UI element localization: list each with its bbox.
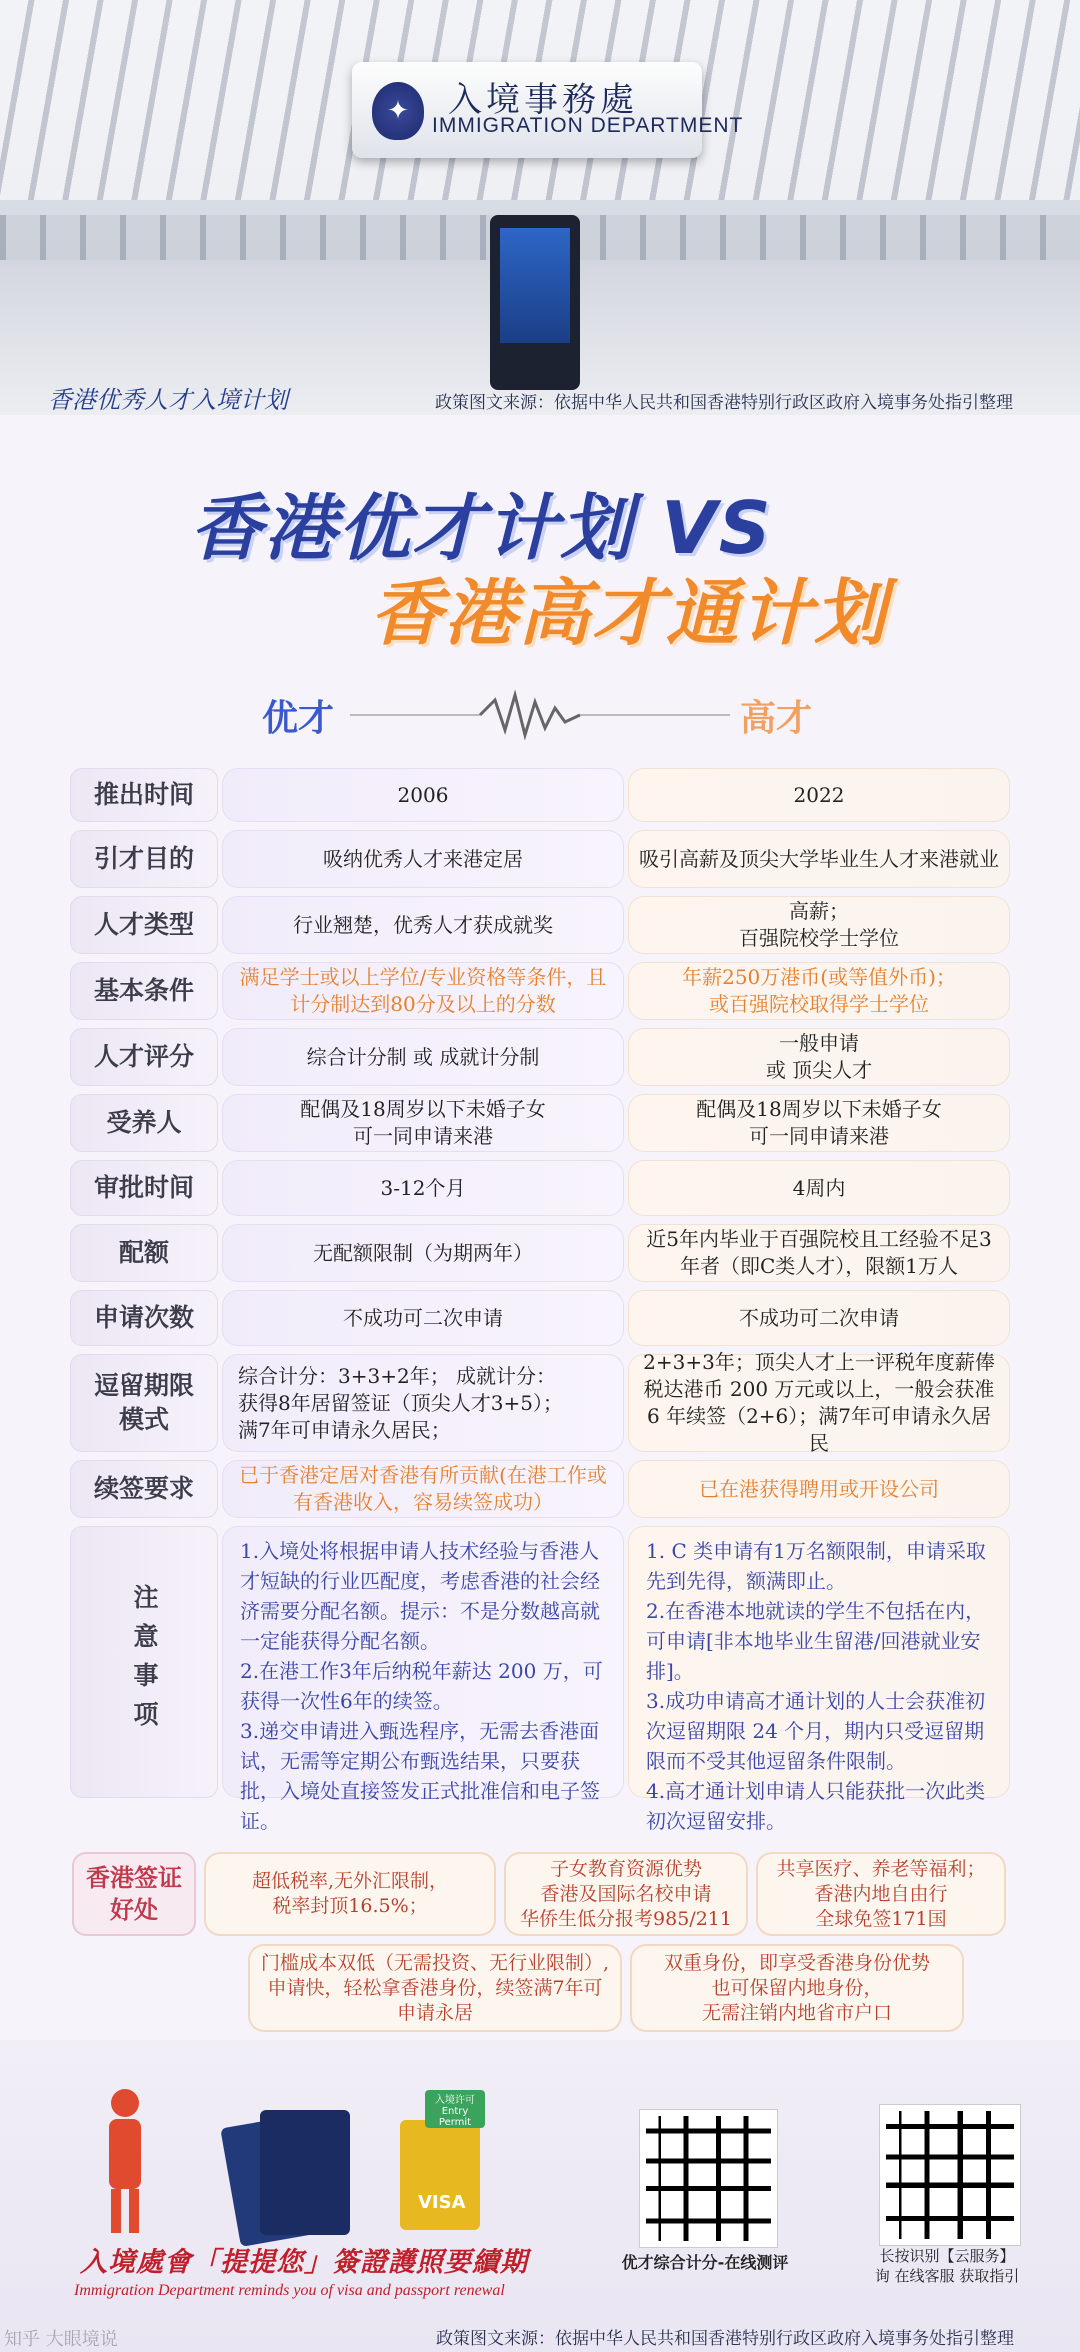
benefit-item: 超低税率,无外汇限制， 税率封顶16.5%； [204,1852,496,1936]
row-label: 逗留期限 模式 [70,1354,218,1452]
hero-caption: 香港优秀人才入境计划 [48,388,288,414]
benefit-item: 子女教育资源优势 香港及国际名校申请 华侨生低分报考985/211 [504,1852,748,1936]
cell-youcai: 满足学士或以上学位/专业资格等条件，且计分制达到80分及以上的分数 [222,962,624,1020]
cell-gaocai: 不成功可二次申请 [628,1290,1010,1346]
table-row [70,1094,1010,1152]
cell-gaocai: 吸引高薪及顶尖大学毕业生人才来港就业 [628,830,1010,888]
watermark: 知乎 大眼境说 [4,2329,118,2350]
benefits-label: 香港签证 好处 [72,1852,196,1936]
cell-gaocai: 配偶及18周岁以下未婚子女 可一同申请来港 [628,1094,1010,1152]
label-gaocai: 高才 [740,698,813,739]
cell-youcai: 不成功可二次申请 [222,1290,624,1346]
cell-gaocai: 高薪； 百强院校学士学位 [628,896,1010,954]
row-label: 续签要求 [70,1460,218,1518]
row-label: 配额 [70,1224,218,1282]
officer-icon [95,2085,155,2235]
visa-text: VISA [418,2192,466,2213]
emblem-icon: ✦ [372,82,424,140]
cell-youcai: 吸纳优秀人才来港定居 [222,830,624,888]
qr-caption-assessment: 优才综合计分-在线测评 [621,2253,789,2272]
row-label: 人才类型 [70,896,218,954]
hero-source: 政策图文来源：依据中华人民共和国香港特别行政区政府入境事务处指引整理 [435,393,1013,413]
table-row [70,1224,1010,1282]
footer-source: 政策图文来源：依据中华人民共和国香港特别行政区政府入境事务处指引整理 [436,2329,1014,2349]
entry-permit-icon: 入境许可 Entry Permit [425,2090,485,2128]
table-row [70,768,1010,822]
benefit-item: 门槛成本双低（无需投资、无行业限制）,申请快，轻松拿香港身份，续签满7年可申请永居 [248,1944,622,2032]
cell-gaocai: 年薪250万港币(或等值外币)； 或百强院校取得学士学位 [628,962,1010,1020]
row-label: 审批时间 [70,1160,218,1216]
title-line1: 香港优才计划 VS [190,486,773,570]
cell-youcai: 综合计分制 或 成就计分制 [222,1028,624,1086]
row-label: 申请次数 [70,1290,218,1346]
notes-row [70,1526,1010,1833]
cell-gaocai: 4周内 [628,1160,1010,1216]
table-row [70,1160,1010,1216]
visa-card-icon [400,2120,480,2230]
sign-chinese: 入境事務處 [448,80,638,120]
qr-caption-service: 长按识别【云服务】 询 在线客服 获取指引 [874,2247,1020,2285]
row-label: 基本条件 [70,962,218,1020]
notes-gaocai: 1. C 类申请有1万名额限制，申请采取先到先得，额满即止。 2.在香港本地就读的学生不包括在内，可申请[非本地毕业生留港/回港就业安排]。 3.成功申请高才通计划的人士会获准初次逗留期限 24 个月，期内只受逗留期限而不受其他逗留条件限制。 4.高才通计划申请人只能获批一次此类初次逗留安排。 [628,1526,1010,1798]
cell-gaocai: 已在港获得聘用或开设公司 [628,1460,1010,1518]
cell-gaocai: 近5年内毕业于百强院校且工经验不足3年者（即C类人才），限额1万人 [628,1224,1010,1282]
passport-icon [260,2110,350,2235]
cell-youcai: 3-12个月 [222,1160,624,1216]
waveform-icon [350,690,730,740]
cell-youcai: 已于香港定居对香港有所贡献(在港工作或有香港收入，容易续签成功） [222,1460,624,1518]
notes-youcai: 1.入境处将根据申请人技术经验与香港人才短缺的行业匹配度，考虑香港的社会经济需要分配名额。提示：不是分数越高就一定能获得分配名额。 2.在港工作3年后纳税年薪达 200 万，可获得一次性6年的续签。 3.递交申请进入甄选程序，无需去香港面试，无需等定期公布甄选结果，只要获批，入境处直接签发正式批准信和电子签证。 [222,1526,624,1798]
sign-english: IMMIGRATION DEPARTMENT [432,114,744,137]
table-row [70,1290,1010,1346]
cell-youcai: 2006 [222,768,624,822]
cell-youcai: 无配额限制（为期两年） [222,1224,624,1282]
benefit-item: 双重身份，即享受香港身份优势 也可保留内地身份， 无需注销内地省市户口 [630,1944,964,2032]
cell-youcai: 综合计分：3+3+2年； 成就计分： 获得8年居留签证（顶尖人才3+5）； 满7年可申请永久居民； [222,1354,624,1452]
reminder-english: Immigration Department reminds you of visa and passport renewal [74,2282,505,2299]
table-row [70,1350,1010,1455]
notes-label: 注意事项 [70,1526,218,1798]
qr-code-service[interactable] [880,2105,1020,2245]
cell-gaocai: 2+3+3年；顶尖人才上一评税年度薪俸税达港币 200 万元或以上，一般会获准6 年续签（2+6）；满7年可申请永久居民 [628,1354,1010,1452]
benefit-item: 共享医疗、养老等福利； 香港内地自由行 全球免签171国 [756,1852,1006,1936]
row-label: 受养人 [70,1094,218,1152]
table-row [70,1028,1010,1086]
cell-youcai: 配偶及18周岁以下未婚子女 可一同申请来港 [222,1094,624,1152]
reminder-chinese: 入境處會「提提您」簽證護照要續期 [80,2247,528,2278]
qr-code-assessment[interactable] [640,2110,777,2247]
row-label: 人才评分 [70,1028,218,1086]
title-line2: 香港高才通计划 [370,571,889,655]
cell-youcai: 行业翘楚，优秀人才获成就奖 [222,896,624,954]
row-label: 推出时间 [70,768,218,822]
row-label: 引才目的 [70,830,218,888]
label-youcai: 优才 [262,698,335,739]
table-row [70,1460,1010,1518]
kiosk-screen [500,228,570,343]
cell-gaocai: 一般申请 或 顶尖人才 [628,1028,1010,1086]
cell-gaocai: 2022 [628,768,1010,822]
table-row [70,830,1010,888]
table-row [70,896,1010,954]
table-row [70,962,1010,1020]
hero-banner [0,0,1080,415]
